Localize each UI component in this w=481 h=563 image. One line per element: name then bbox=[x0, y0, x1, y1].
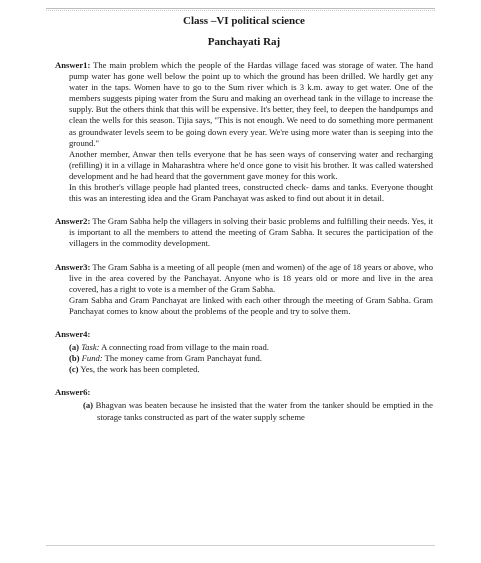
answer-4 bbox=[55, 329, 433, 375]
answer-1-label: Answer1: bbox=[55, 60, 91, 70]
header-rule bbox=[46, 8, 435, 9]
list-item: (a) Task: A connecting road from village to the main road. bbox=[69, 342, 269, 353]
answer-2-para-1: Answer2: The Gram Sabha help the villagers in solving their basic problems and fulfilling their needs. Yes, it is important to all the members to attend the meeting of Gram Sabha. It secures the participation of the villagers in the commodity development. bbox=[55, 216, 433, 249]
page-subtitle: Panchayati Raj bbox=[207, 36, 281, 48]
answer-2-label: Answer2: bbox=[55, 216, 91, 227]
content bbox=[55, 14, 433, 435]
answer-6-label: Answer6: bbox=[55, 387, 91, 398]
answer-3-para-2: Gram Sabha and Gram Panchayat are linked with each other through the meeting of Gram Sabha. Gram Panchayat comes to know about the problems of the people and try to solve them. bbox=[69, 294, 433, 316]
list-item: (b) Fund: The money came from Gram Panchayat fund. bbox=[69, 353, 262, 364]
answer-6 bbox=[55, 387, 433, 422]
list-item: (a) Bhagvan was beaten because he insisted that the water from the tanker should be emptied in the storage tanks constructed as part of the water supply scheme bbox=[83, 400, 433, 422]
answer-1-para-3: In this brother's village people had planted trees, constructed check- dams and tanks. Everyone thought this was an interesting idea and the Gram Panchayat was asked to find out about it in detail. bbox=[69, 182, 433, 204]
list-item: (c) Yes, the work has been completed. bbox=[69, 364, 200, 375]
answer-3-para-1: Answer3: The Gram Sabha is a meeting of all people (men and women) of the age of 18 years or above, who live in the area covered by the Panchayat. Anyone who is 18 years old or more and live in the area covered, has a right to vote is a member of the Gram Sabha. bbox=[55, 261, 433, 294]
page-title: Class –VI political science bbox=[183, 15, 305, 27]
answer-4-label: Answer4: bbox=[55, 328, 91, 339]
answer-1 bbox=[55, 60, 433, 204]
answer-1-para-1: Answer1: The main problem which the people of the Hardas village faced was storage of water. The hand pump water has gone well below the point up to which the ground has been drilled. We hardly get any water in the taps. Women have to go to the Sum river which is 3 k.m. away to get water. One of the members suggests piping water from the Suru and making an overhead tank in the village to increase the supply. But the others think that this will be expensive. It's better, they feel, to deepen the handpumps and clean the wells for this season. Tijia says, "This is not enough. We need to do something more permanent as groundwater levels seem to be going down every year. We're using more water than is seeping into the ground." bbox=[55, 60, 433, 148]
answer-2 bbox=[55, 216, 433, 249]
header-rule-dotted bbox=[46, 10, 435, 11]
footer-rule bbox=[46, 545, 435, 546]
answer-3 bbox=[55, 262, 433, 317]
answer-1-para-2: Another member, Anwar then tells everyone that he has seen ways of conserving water and recharging (refilling) it in a village in Maharashtra where he'd once gone to visit his brother. It was called watershed development and he had heard that the government gave money for this work. bbox=[69, 148, 433, 181]
answer-4-list bbox=[55, 342, 433, 375]
answer-3-label: Answer3: bbox=[55, 261, 91, 272]
answer-6-list bbox=[55, 400, 433, 422]
